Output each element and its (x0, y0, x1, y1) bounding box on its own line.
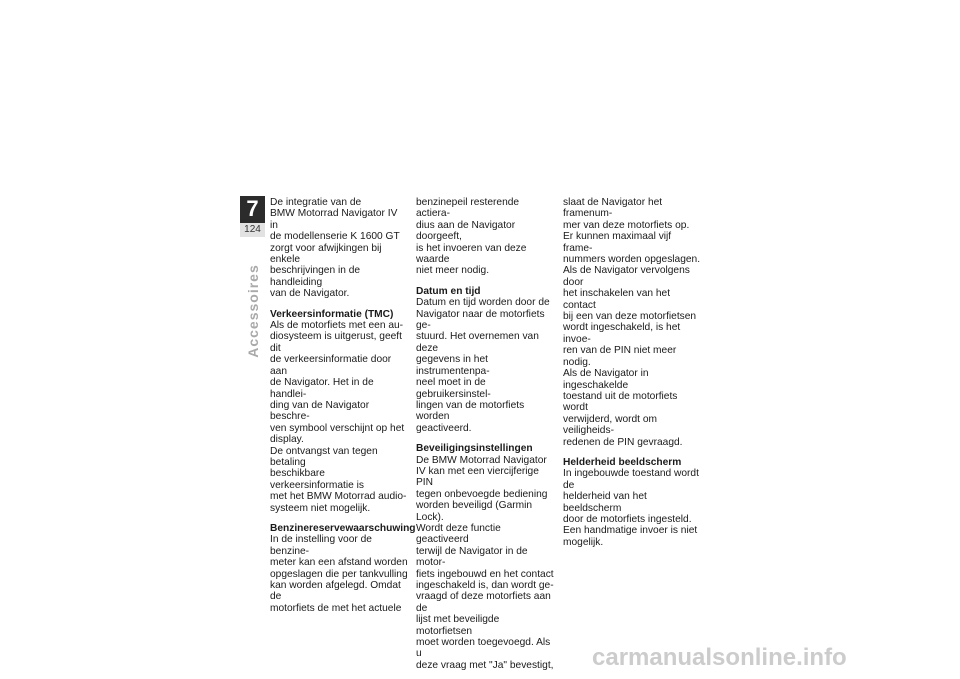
text-column-2 (416, 197, 554, 671)
security-paragraph-pin-requested: Als de Navigator in ingeschakelde toestand uit de motorfiets wordt verwijderd, wordt om veiligheids- redenen de PIN gevraagd. (563, 368, 683, 448)
screen-brightness-paragraph-2: Een handmatige invoer is niet mogelijk. (563, 525, 698, 548)
security-settings-heading: Beveiligingsinstellingen (416, 443, 533, 455)
text-column-1 (270, 197, 416, 614)
security-settings-paragraph: De BMW Motorrad Navigator IV kan met een viercijferige PIN tegen onbevoegde bediening worden beveiligd (Garmin Lock). Wordt deze functie geactiveerd terwijl de Navigator in de motor- fiets ingebouwd en het contact ingeschakeld is, dan wordt ge- vraagd of deze motorfiets aan de lijst met beveiligde motorfietsen moet worden toegevoegd. Als u deze vraag met "Ja" bevestigt, (416, 454, 554, 671)
fuel-reserve-heading: Benzinereservewaarschuwing (270, 522, 416, 534)
security-paragraph-pin-not-needed: Als de Navigator vervolgens door het inschakelen van het contact bij een van deze motorfietsen wordt ingeschakeld, is het invoe- ren van de PIN niet meer nodig. (563, 265, 697, 368)
fuel-reserve-paragraph: In de instelling voor de benzine- meter kan een afstand worden opgeslagen die per tankvulling kan worden afgelegd. Omdat de motorfiets de met het actuele (270, 534, 408, 614)
text-column-3 (563, 197, 701, 548)
screen-brightness-heading: Helderheid beeldscherm (563, 456, 682, 468)
date-time-paragraph: Datum en tijd worden door de Navigator naar de motorfiets ge- stuurd. Het overnemen van deze gegevens in het instrumentenpa- neel moet in de gebruikersinstel- lingen van de motorfiets worden geactiveerd. (416, 297, 550, 434)
tmc-heading: Verkeersinformatie (TMC) (270, 308, 394, 320)
chapter-number: 7 (246, 196, 259, 221)
security-paragraph-frame-numbers: Er kunnen maximaal vijf frame- nummers worden opgeslagen. (563, 231, 701, 266)
security-paragraph-continued: slaat de Navigator het framenum- mer van deze motorfiets op. (563, 197, 690, 231)
tmc-paragraph-1: Als de motorfiets met een au- diosysteem is uitgerust, geeft dit de verkeersinformatie door aan de Navigator. Het in de handlei- ding van de Navigator beschre- ven symbool verschijnt op het display. (270, 320, 405, 446)
page-number: 124 (240, 223, 265, 237)
screen-brightness-paragraph-1: In ingebouwde toestand wordt de helderheid van het beeldscherm door de motorfiets ingesteld. (563, 468, 699, 525)
date-time-heading: Datum en tijd (416, 285, 481, 297)
intro-paragraph: De integratie van de BMW Motorrad Navigator IV in de modellenserie K 1600 GT zorgt voor afwijkingen bij enkele beschrijvingen in de handleiding van de Navigator. (270, 197, 400, 300)
section-title: Accessoires (245, 264, 261, 358)
watermark: carmanualsonline.info (592, 644, 847, 671)
tmc-paragraph-2: De ontvangst van tegen betaling beschikbare verkeersinformatie is met het BMW Motorrad audio- systeem niet mogelijk. (270, 445, 407, 514)
fuel-reserve-paragraph-continued: benzinepeil resterende actiera- dius aan de Navigator doorgeeft, is het invoeren van deze waarde niet meer nodig. (416, 197, 527, 277)
